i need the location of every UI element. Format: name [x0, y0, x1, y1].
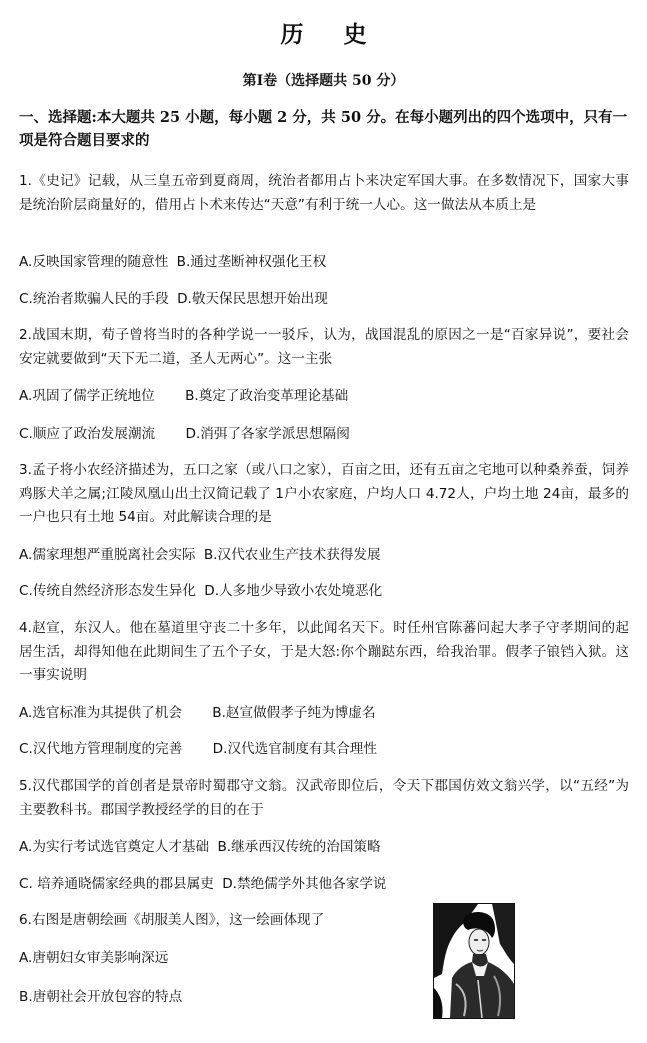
- section-instructions: 一、选择题:本大题共 25 小题，每小题 2 分，共 50 分。在每小题列出的四个选项中，只有一项是符合题目要求的: [19, 109, 628, 149]
- question-5-options-row-2: [19, 874, 387, 894]
- option-b: B.奠定了政治变革理论基础: [185, 388, 349, 404]
- question-3-options-row-1: [19, 545, 381, 565]
- question-1-options-row-1: [19, 252, 326, 272]
- option-b: B.通过垄断神权强化王权: [176, 254, 327, 270]
- option-b: B.继承西汉传统的治国策略: [217, 839, 381, 855]
- option-d: D.禁绝儒学外其他各家学说: [222, 876, 387, 892]
- question-5-options-row-1: [19, 837, 381, 857]
- question-1-stem: 1.《史记》记载，从三皇五帝到夏商周，统治者都用占卜来决定军国大事。在多数情况下，国家大事是统治阶层商量好的，借用占卜术来传达“天意”有利于统一人心。这一做法从本质上是: [19, 173, 629, 213]
- exam-title: 历 史: [280, 21, 383, 48]
- option-b: B.汉代农业生产技术获得发展: [203, 547, 381, 563]
- question-6-option-b: B.唐朝社会开放包容的特点: [19, 989, 183, 1005]
- option-d: D.人多地少导致小农处境恶化: [204, 583, 383, 599]
- question-6-option-a: A.唐朝妇女审美影响深远: [19, 950, 169, 966]
- question-2-options-row-2: [19, 424, 350, 444]
- question-3-stem: 3.孟子将小农经济描述为，五口之家（或八口之家），百亩之田，还有五亩之宅地可以种桑养蚕，饲养鸡豚犬羊之属;江陵凤凰山出土汉简记载了 1户小农家庭，户均人口 4.72人，户均土地 24亩，最多的一户也只有土地 54亩。对此解读合理的是: [19, 462, 629, 525]
- option-d: D.消弭了各家学派思想隔阂: [185, 426, 350, 442]
- option-c: C. 培养通晓儒家经典的郡县属吏: [19, 876, 214, 892]
- painting-figure-image: [433, 903, 515, 1019]
- option-d: D.汉代选官制度有其合理性: [212, 741, 377, 757]
- option-c: C.顺应了政治发展潮流: [19, 426, 156, 442]
- question-4-options-row-2: [19, 739, 377, 759]
- option-c: C.汉代地方管理制度的完善: [19, 741, 183, 757]
- option-a: A.巩固了儒学正统地位: [19, 388, 155, 404]
- option-a: A.儒家理想严重脱离社会实际: [19, 547, 196, 563]
- question-4-options-row-1: [19, 703, 375, 723]
- question-3-options-row-2: [19, 581, 382, 601]
- option-a: A.为实行考试选官奠定人才基础: [19, 839, 210, 855]
- option-a: A.反映国家管理的随意性: [19, 254, 169, 270]
- question-1-options-row-2: [19, 289, 328, 309]
- option-c: C.统治者欺骗人民的手段: [19, 291, 169, 307]
- question-6-stem: 6.右图是唐朝绘画《胡服美人图》，这一绘画体现了: [19, 912, 325, 928]
- option-a: A.选官标准为其提供了机会: [19, 705, 182, 721]
- option-b: B.赵宣做假孝子纯为博虚名: [212, 705, 376, 721]
- question-4-stem: 4.赵宣，东汉人。他在墓道里守丧二十多年，以此闻名天下。时任州官陈蕃问起大孝子守孝期间的起居生活，却得知他在此期间生了五个子女，于是大怒:你个蹦跶东西，给我治罪。假孝子锒铛入狱。这一事实说明: [19, 620, 629, 683]
- question-2-stem: 2.战国末期，荀子曾将当时的各种学说一一驳斥，认为，战国混乱的原因之一是“百家异说”，要社会安定就要做到“天下无二道，圣人无两心”。这一主张: [19, 327, 629, 367]
- option-c: C.传统自然经济形态发生异化: [19, 583, 196, 599]
- painting-figure-drawing: [434, 904, 514, 1018]
- question-5-stem: 5.汉代郡国学的首创者是景帝时蜀郡守文翁。汉武帝即位后，令天下郡国仿效文翁兴学，以“五经”为主要教科书。郡国学教授经学的目的在于: [19, 778, 629, 818]
- question-2-options-row-1: [19, 386, 348, 406]
- part-heading: 第Ⅰ卷（选择题共 50 分）: [242, 73, 405, 89]
- option-d: D.敬天保民思想开始出现: [177, 291, 328, 307]
